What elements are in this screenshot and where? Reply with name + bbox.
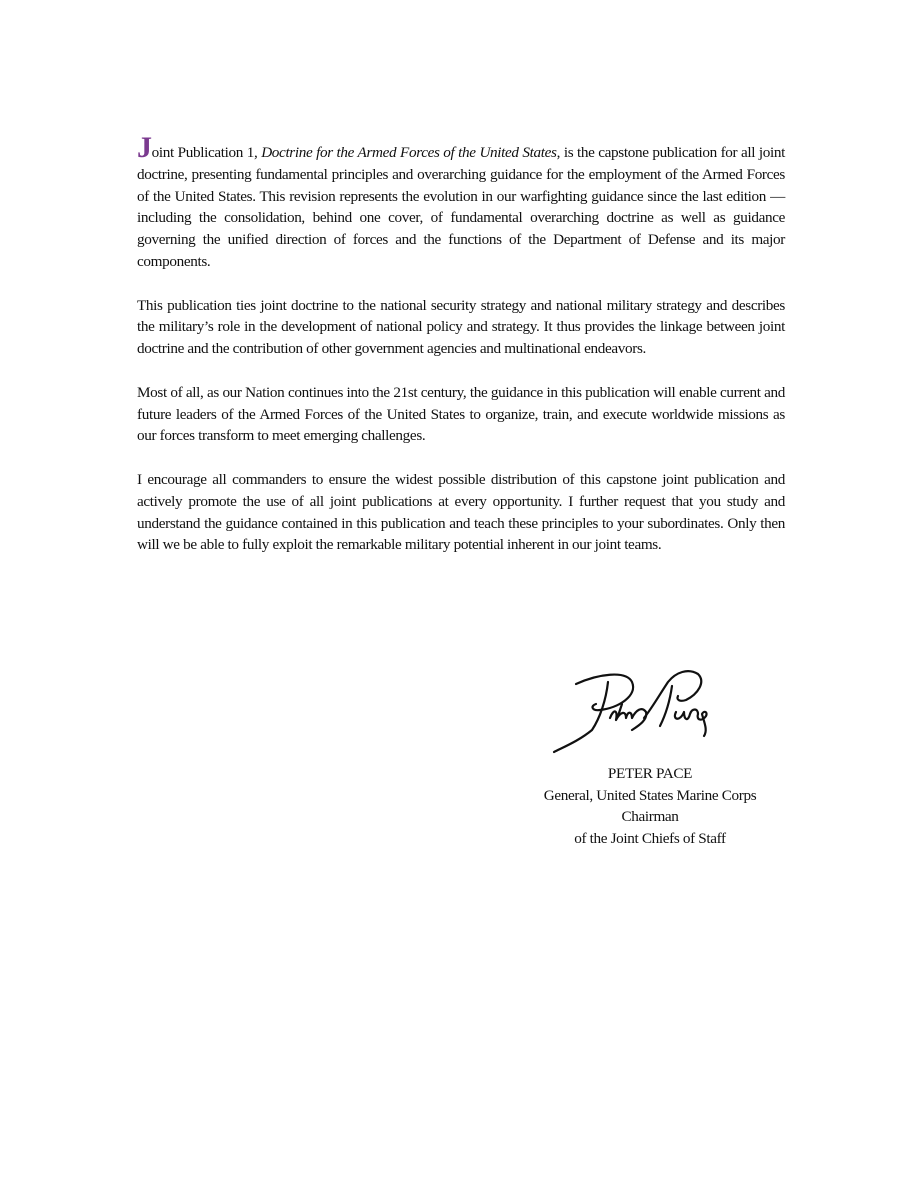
signatory-position: Chairman <box>621 808 679 825</box>
signatory-rank: General, United States Marine Corps <box>543 786 757 804</box>
signature-graphic <box>548 660 718 760</box>
paragraph-4: I encourage all commanders to ensure the widest possible distribution of this capstone joint publication and actively promote the use of all joint publications at every opportunity. I further request that you study and understand the guidance contained in this publication and teach these principles to your subordinates. Only then will we be able to fully exploit the remarkable military potential inherent in our joint teams. <box>137 470 785 554</box>
signatory-organization: of the Joint Chiefs of Staff <box>574 829 726 847</box>
signature-block <box>500 763 800 849</box>
foreword-body <box>137 131 786 578</box>
paragraph-1 <box>137 131 786 273</box>
paragraph-2: This publication ties joint doctrine to the national security strategy and national military strategy and describes the military’s role in the development of national policy and strategy. It thus provides the linkage between joint doctrine and the contribution of other government agencies and multinational endeavors. <box>137 296 785 358</box>
handwritten-signature <box>548 660 718 760</box>
publication-title: Doctrine for the Armed Forces of the United States <box>261 144 557 161</box>
signatory-name: PETER PACE <box>607 765 693 782</box>
drop-cap: J <box>137 131 152 164</box>
paragraph-1-remainder: , is the capstone publication for all joint doctrine, presenting fundamental principles and overarching guidance for the employment of the Armed Forces of the United States. This revision represents the evolution in our warfighting guidance since the last edition — including the consolidation, behind one cover, of fundamental overarching doctrine as well as guidance governing the unified direction of forces and the functions of the Department of Defense and its major components. <box>137 144 786 270</box>
paragraph-1-lead-in: oint Publication 1, <box>151 144 262 161</box>
paragraph-3: Most of all, as our Nation continues into the 21st century, the guidance in this publication will enable current and future leaders of the Armed Forces of the United States to organize, train, and execute worldwide missions as our forces transform to meet emerging challenges. <box>137 383 785 445</box>
